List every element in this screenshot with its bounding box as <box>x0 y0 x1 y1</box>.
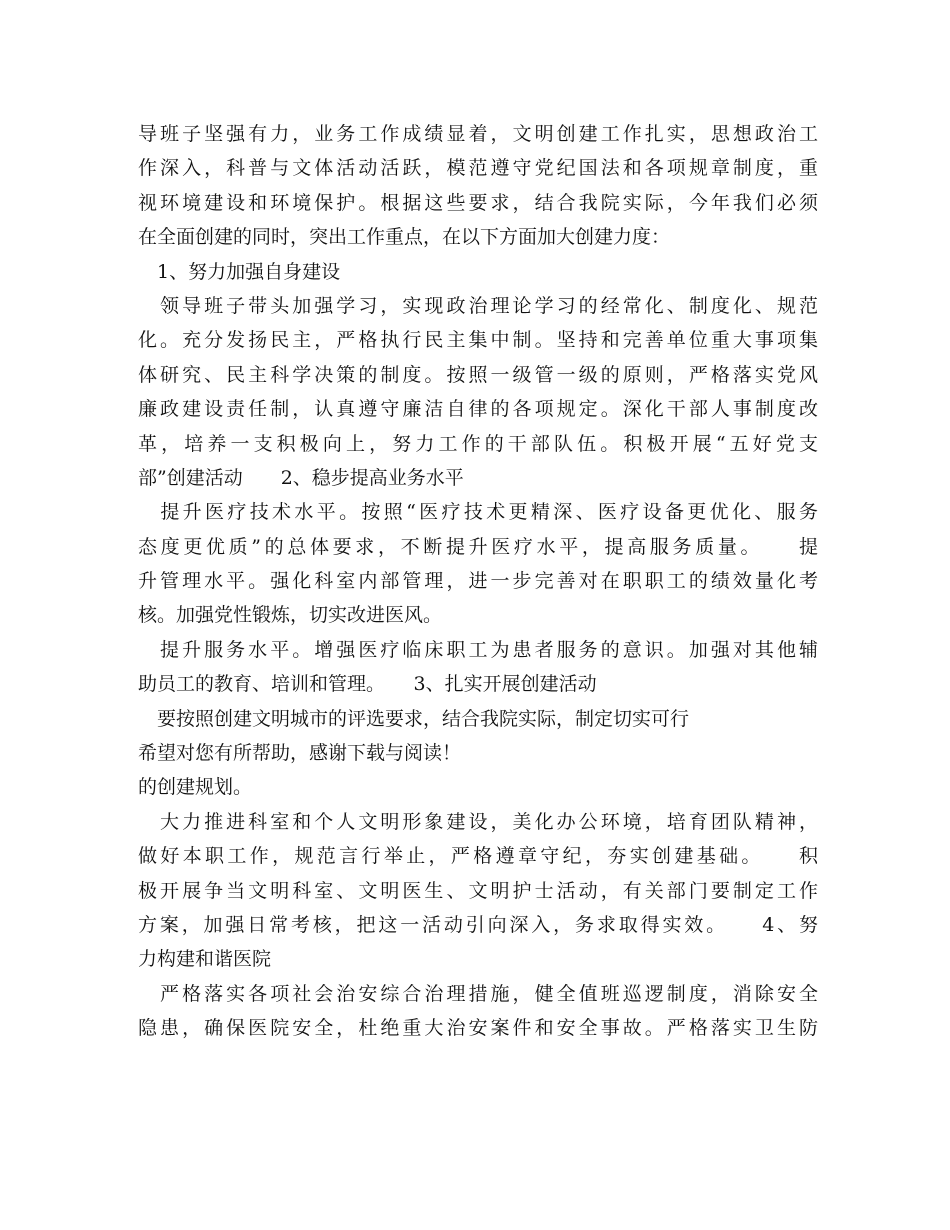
text-line-20: 的创建规划。 <box>138 776 253 799</box>
text-line-23: 极开展争当文明科室、文明医生、文明护士活动，有关部门要制定工作 <box>138 879 818 902</box>
text-line-21: 大力推进科室和个人文明形象建设，美化办公环境，培育团队精神， <box>138 810 818 833</box>
text-line-12: 提升医疗技术水平。按照“医疗技术更精深、医疗设备更优化、服务 <box>138 501 818 524</box>
text-line-8: 体研究、民主科学决策的制度。按照一级管一级的原则，严格落实党风 <box>138 363 818 386</box>
text-line-1: 导班子坚强有力，业务工作成绩显着，文明创建工作扎实，思想政治工 <box>138 123 818 145</box>
download-thanks-note: 希望对您有所帮助，感谢下载与阅读！ <box>138 742 462 765</box>
text-line-17: 助员工的教育、培训和管理。 3、扎实开展创建活动 <box>138 673 597 696</box>
text-line-11: 部”创建活动 2、稳步提高业务水平 <box>138 466 464 489</box>
text-line-25: 力构建和谐医院 <box>138 948 272 971</box>
text-line-16: 提升服务水平。增强医疗临床职工为患者服务的意识。加强对其他辅 <box>138 638 818 661</box>
text-line-24: 方案，加强日常考核，把这一活动引向深入，务求取得实效。 4、努 <box>138 913 818 936</box>
text-line-18: 要按照创建文明城市的评选要求，结合我院实际，制定切实可行 <box>138 707 690 730</box>
text-line-6: 领导班子带头加强学习，实现政治理论学习的经常化、制度化、规范 <box>138 294 818 317</box>
text-line-13: 态度更优质”的总体要求，不断提升医疗水平，提高服务质量。 提 <box>138 535 818 558</box>
text-line-2: 作深入，科普与文体活动活跃，模范遵守党纪国法和各项规章制度，重 <box>138 157 818 180</box>
text-line-9: 廉政建设责任制，认真遵守廉洁自律的各项规定。深化干部人事制度改 <box>138 398 818 421</box>
text-line-4: 在全面创建的同时，突出工作重点，在以下方面加大创建力度： <box>138 226 671 249</box>
text-line-10: 革，培养一支积极向上，努力工作的干部队伍。积极开展“五好党支 <box>138 432 818 455</box>
section-heading-1: 1、努力加强自身建设 <box>138 260 341 283</box>
text-line-7: 化。充分发扬民主，严格执行民主集中制。坚持和完善单位重大事项集 <box>138 329 818 352</box>
text-line-26: 严格落实各项社会治安综合治理措施，健全值班巡逻制度，消除安全 <box>138 982 818 1005</box>
text-line-14: 升管理水平。强化科室内部管理，进一步完善对在职职工的绩效量化考 <box>138 570 818 593</box>
text-line-3: 视环境建设和环境保护。根据这些要求，结合我院实际，今年我们必须 <box>138 191 818 214</box>
text-line-22: 做好本职工作，规范言行举止，严格遵章守纪，夯实创建基础。 积 <box>138 845 818 868</box>
text-line-15: 核。加强党性锻炼，切实改进医风。 <box>138 604 443 627</box>
document-body <box>138 117 818 1046</box>
text-line-27: 隐患，确保医院安全，杜绝重大治安案件和安全事故。严格落实卫生防 <box>138 1017 818 1040</box>
